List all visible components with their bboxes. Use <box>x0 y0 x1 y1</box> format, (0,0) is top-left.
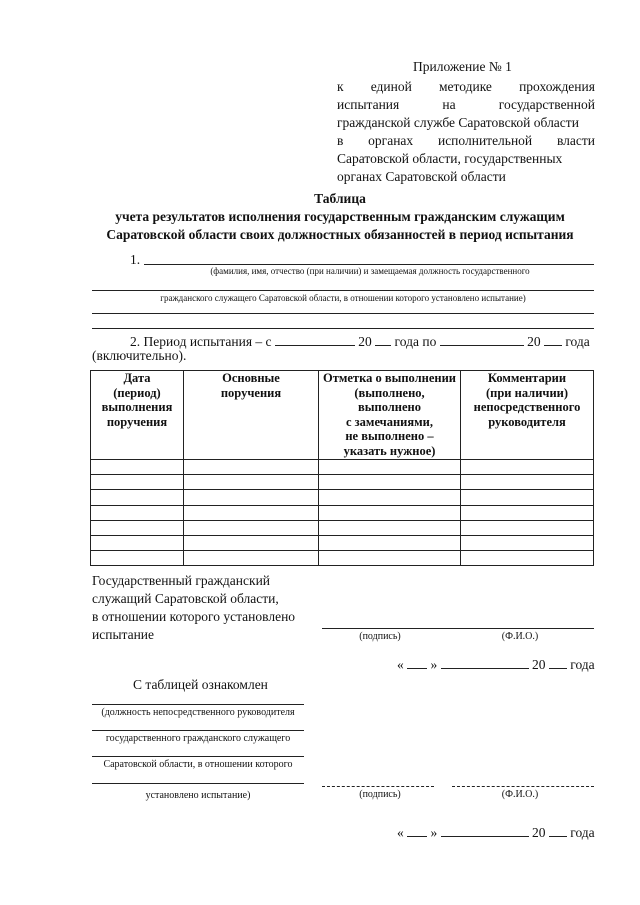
column-header-completion <box>319 371 461 460</box>
table-cell[interactable] <box>91 460 184 475</box>
employee-signature-field[interactable] <box>322 628 594 629</box>
table-cell[interactable] <box>319 475 461 490</box>
fullname-field-2[interactable] <box>92 290 594 291</box>
header-word: на <box>442 97 456 112</box>
table-body <box>91 460 594 566</box>
header-text: поручения <box>106 414 168 429</box>
quote-close: » <box>430 825 438 840</box>
month-field[interactable] <box>441 823 529 837</box>
header-word: к <box>337 79 344 94</box>
probation-period <box>130 332 595 351</box>
table-cell[interactable] <box>319 551 461 566</box>
supervisor-position-field[interactable] <box>92 704 304 705</box>
supervisor-caption: Саратовской области, в отношении которого <box>103 759 293 770</box>
table-cell[interactable] <box>91 505 184 520</box>
header-text: с замечаниями, <box>345 414 433 429</box>
document-title-line: учета результатов исполнения государственным гражданским служащим <box>115 209 565 224</box>
header-text: (при наличии) <box>485 385 569 400</box>
appendix-number: Приложение № 1 <box>413 59 512 74</box>
header-text: Основные <box>222 371 280 385</box>
year-suffix: года <box>570 657 595 672</box>
table-row <box>91 460 594 475</box>
supervisor-date <box>397 823 595 842</box>
fullname-field-3[interactable] <box>92 313 594 314</box>
header-text: непосредственного <box>473 400 581 414</box>
month-field[interactable] <box>441 655 529 669</box>
column-header-tasks <box>184 371 319 460</box>
supervisor-signature-field[interactable] <box>322 786 434 787</box>
signature-label-line: в отношении которого установлено <box>92 609 296 624</box>
document-title: Таблица <box>314 191 366 206</box>
year-label: 20 <box>532 825 546 840</box>
header-line <box>337 132 595 150</box>
table-cell[interactable] <box>319 535 461 550</box>
table-cell[interactable] <box>461 475 594 490</box>
header-word: власти <box>556 133 595 148</box>
table-cell[interactable] <box>91 490 184 505</box>
supervisor-caption: государственного гражданского служащего <box>105 733 291 744</box>
table-row <box>91 535 594 550</box>
header-text: выполнено <box>357 400 421 414</box>
year-suffix: года <box>570 825 595 840</box>
header-word: методике <box>438 79 492 94</box>
table-cell[interactable] <box>319 505 461 520</box>
header-word: государственной <box>498 97 595 112</box>
header-line <box>337 78 595 96</box>
table-cell[interactable] <box>319 520 461 535</box>
header-text: (период) <box>113 385 161 400</box>
header-word: органах Саратовской области <box>337 169 506 184</box>
table-cell[interactable] <box>319 460 461 475</box>
table-cell[interactable] <box>184 520 319 535</box>
header-text: Отметка о выполнении <box>323 371 456 385</box>
period-suffix: года <box>565 334 590 349</box>
table-row <box>91 505 594 520</box>
fullname-field[interactable] <box>144 264 594 265</box>
header-text: руководителя <box>488 414 566 429</box>
signature-label-line: Государственный гражданский <box>92 573 271 588</box>
year-label: 20 <box>532 657 546 672</box>
header-word: исполнительной <box>437 133 533 148</box>
period-start-date-field[interactable] <box>275 332 355 346</box>
table-header-row <box>91 371 594 460</box>
table-cell[interactable] <box>184 460 319 475</box>
table-cell[interactable] <box>184 551 319 566</box>
signature-label-line: испытание <box>92 627 155 642</box>
fullname-caption: (фамилия, имя, отчество (при наличии) и замещаемая должность государственного <box>210 266 530 276</box>
supervisor-caption: установлено испытание) <box>145 790 251 801</box>
period-year-label: 20 <box>358 334 372 349</box>
header-word: единой <box>370 79 412 94</box>
section1-number: 1. <box>130 252 141 267</box>
table-cell[interactable] <box>184 490 319 505</box>
period-inclusive: (включительно). <box>92 348 187 363</box>
fullname-caption-2: гражданского служащего Саратовской области, в отношении которого установлено испытание) <box>160 293 526 303</box>
employee-signature-label <box>92 572 332 644</box>
table-cell[interactable] <box>91 535 184 550</box>
table-cell[interactable] <box>184 505 319 520</box>
header-text: поручения <box>220 385 282 400</box>
header-line <box>337 168 595 186</box>
supervisor-position-field-3[interactable] <box>92 756 304 757</box>
table-cell[interactable] <box>91 520 184 535</box>
header-text: (выполнено, <box>354 385 425 400</box>
day-field[interactable] <box>407 655 427 669</box>
results-table <box>90 370 594 566</box>
header-text: Комментарии <box>487 371 567 385</box>
header-word: Саратовской области, государственных <box>337 151 563 166</box>
table-cell[interactable] <box>91 475 184 490</box>
name-caption: (Ф.И.О.) <box>501 789 539 800</box>
table-cell[interactable] <box>184 535 319 550</box>
document-title-line: Саратовской области своих должностных обязанностей в период испытания <box>106 227 574 242</box>
table-cell[interactable] <box>91 551 184 566</box>
supervisor-position-field-2[interactable] <box>92 730 304 731</box>
header-text: указать нужное) <box>343 443 436 458</box>
supervisor-position-field-4[interactable] <box>92 783 304 784</box>
header-word: гражданской службе Саратовской области <box>337 115 579 130</box>
appendix-reference <box>337 78 595 186</box>
signature-caption: (подпись) <box>359 631 401 642</box>
fullname-field-4[interactable] <box>92 328 594 329</box>
table-cell[interactable] <box>461 535 594 550</box>
employee-date <box>397 655 595 674</box>
table-cell[interactable] <box>461 520 594 535</box>
name-caption: (Ф.И.О.) <box>501 631 539 642</box>
header-word: органах <box>368 133 414 148</box>
header-text: выполнения <box>101 400 173 414</box>
period-prefix: 2. Период испытания – с <box>130 334 272 349</box>
supervisor-name-field[interactable] <box>452 786 594 787</box>
signature-caption: (подпись) <box>359 789 401 800</box>
quote-close: » <box>430 657 438 672</box>
column-header-date <box>91 371 184 460</box>
table-cell[interactable] <box>461 490 594 505</box>
table-row <box>91 490 594 505</box>
header-word: испытания <box>337 97 400 112</box>
table-cell[interactable] <box>461 551 594 566</box>
period-mid-label: года по <box>394 334 437 349</box>
header-word: прохождения <box>519 79 595 94</box>
header-line <box>337 96 595 114</box>
table-cell[interactable] <box>184 475 319 490</box>
table-cell[interactable] <box>461 460 594 475</box>
header-line <box>337 114 595 132</box>
table-cell[interactable] <box>319 490 461 505</box>
header-text: Дата <box>123 371 151 385</box>
day-field[interactable] <box>407 823 427 837</box>
period-year-label: 20 <box>527 334 541 349</box>
quote-open: « <box>397 657 404 672</box>
table-cell[interactable] <box>461 505 594 520</box>
acquainted-label: С таблицей ознакомлен <box>133 677 268 692</box>
period-end-date-field[interactable] <box>440 332 524 346</box>
table-row <box>91 551 594 566</box>
quote-open: « <box>397 825 404 840</box>
year-field[interactable] <box>549 823 567 837</box>
period-end-year-field[interactable] <box>544 332 562 346</box>
header-text: не выполнено – <box>345 429 434 443</box>
signature-label-line: служащий Саратовской области, <box>92 591 279 606</box>
column-header-comments <box>461 371 594 460</box>
header-word: в <box>337 133 344 148</box>
supervisor-caption: (должность непосредственного руководителя <box>101 707 295 718</box>
table-row <box>91 520 594 535</box>
table-row <box>91 475 594 490</box>
header-line <box>337 150 595 168</box>
period-start-year-field[interactable] <box>375 332 391 346</box>
year-field[interactable] <box>549 655 567 669</box>
